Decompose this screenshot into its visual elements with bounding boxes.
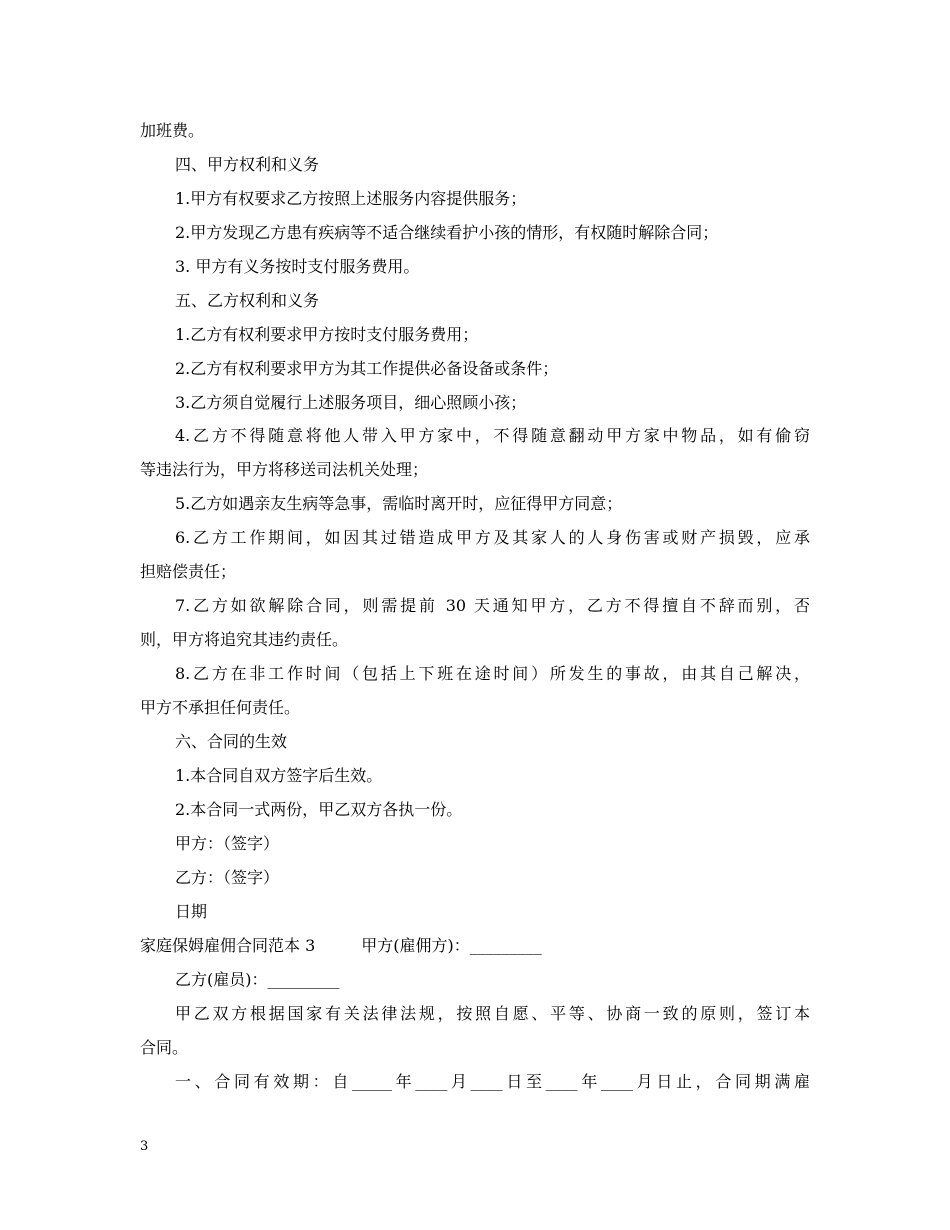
signature-party-a: 甲方：（签字） <box>175 834 280 853</box>
contract-term-clause: 一、合同有效期：自_____年____月____日至____年____月日止，合同期满雇 <box>175 1072 810 1091</box>
preamble-continuation: 合同。 <box>140 1038 189 1057</box>
clause: 6.乙方工作期间，如因其过错造成甲方及其家人的人身伤害或财产损毁，应承 <box>175 528 810 547</box>
party-b-employee: 乙方(雇员)：_________ <box>175 970 340 989</box>
clause: 2.乙方有权利要求甲方为其工作提供必备设备或条件； <box>175 359 559 378</box>
clause-continuation: 担赔偿责任； <box>140 562 237 581</box>
text-line: 加班费。 <box>140 121 205 140</box>
clause: 1.乙方有权利要求甲方按时支付服务费用； <box>175 325 479 344</box>
clause: 1.本合同自双方签字后生效。 <box>175 766 383 785</box>
page-number: 3 <box>140 1139 149 1154</box>
clause: 4.乙方不得随意将他人带入甲方家中，不得随意翻动甲方家中物品，如有偷窃 <box>175 426 810 445</box>
clause-continuation: 则，甲方将追究其违约责任。 <box>140 630 349 649</box>
section-heading: 五、乙方权利和义务 <box>175 291 320 310</box>
template-title-line <box>140 936 542 956</box>
party-a-employer: 甲方(雇佣方)：_________ <box>361 936 542 955</box>
section-heading: 六、合同的生效 <box>175 732 288 751</box>
clause: 3.乙方须自觉履行上述服务项目，细心照顾小孩； <box>175 393 527 412</box>
template-title: 家庭保姆雇佣合同范本 3 <box>140 936 316 955</box>
section-heading: 四、甲方权利和义务 <box>175 155 320 174</box>
signature-party-b: 乙方：（签字） <box>175 868 280 887</box>
clause: 7.乙方如欲解除合同，则需提前 30 天通知甲方，乙方不得擅自不辞而别，否 <box>175 596 810 615</box>
clause: 3. 甲方有义务按时支付服务费用。 <box>175 257 420 276</box>
clause: 2.甲方发现乙方患有疾病等不适合继续看护小孩的情形，有权随时解除合同； <box>175 223 719 242</box>
preamble: 甲乙双方根据国家有关法律法规，按照自愿、平等、协商一致的原则，签订本 <box>175 1004 810 1023</box>
clause: 2.本合同一式两份，甲乙双方各执一份。 <box>175 800 463 819</box>
clause: 5.乙方如遇亲友生病等急事，需临时离开时，应征得甲方同意； <box>175 494 623 513</box>
clause-continuation: 等违法行为，甲方将移送司法机关处理； <box>140 460 429 479</box>
signature-date: 日期 <box>175 902 208 921</box>
clause: 8.乙方在非工作时间（包括上下班在途时间）所发生的事故，由其自己解决， <box>175 664 810 683</box>
clause-continuation: 甲方不承担任何责任。 <box>140 698 301 717</box>
clause: 1.甲方有权要求乙方按照上述服务内容提供服务； <box>175 189 527 208</box>
